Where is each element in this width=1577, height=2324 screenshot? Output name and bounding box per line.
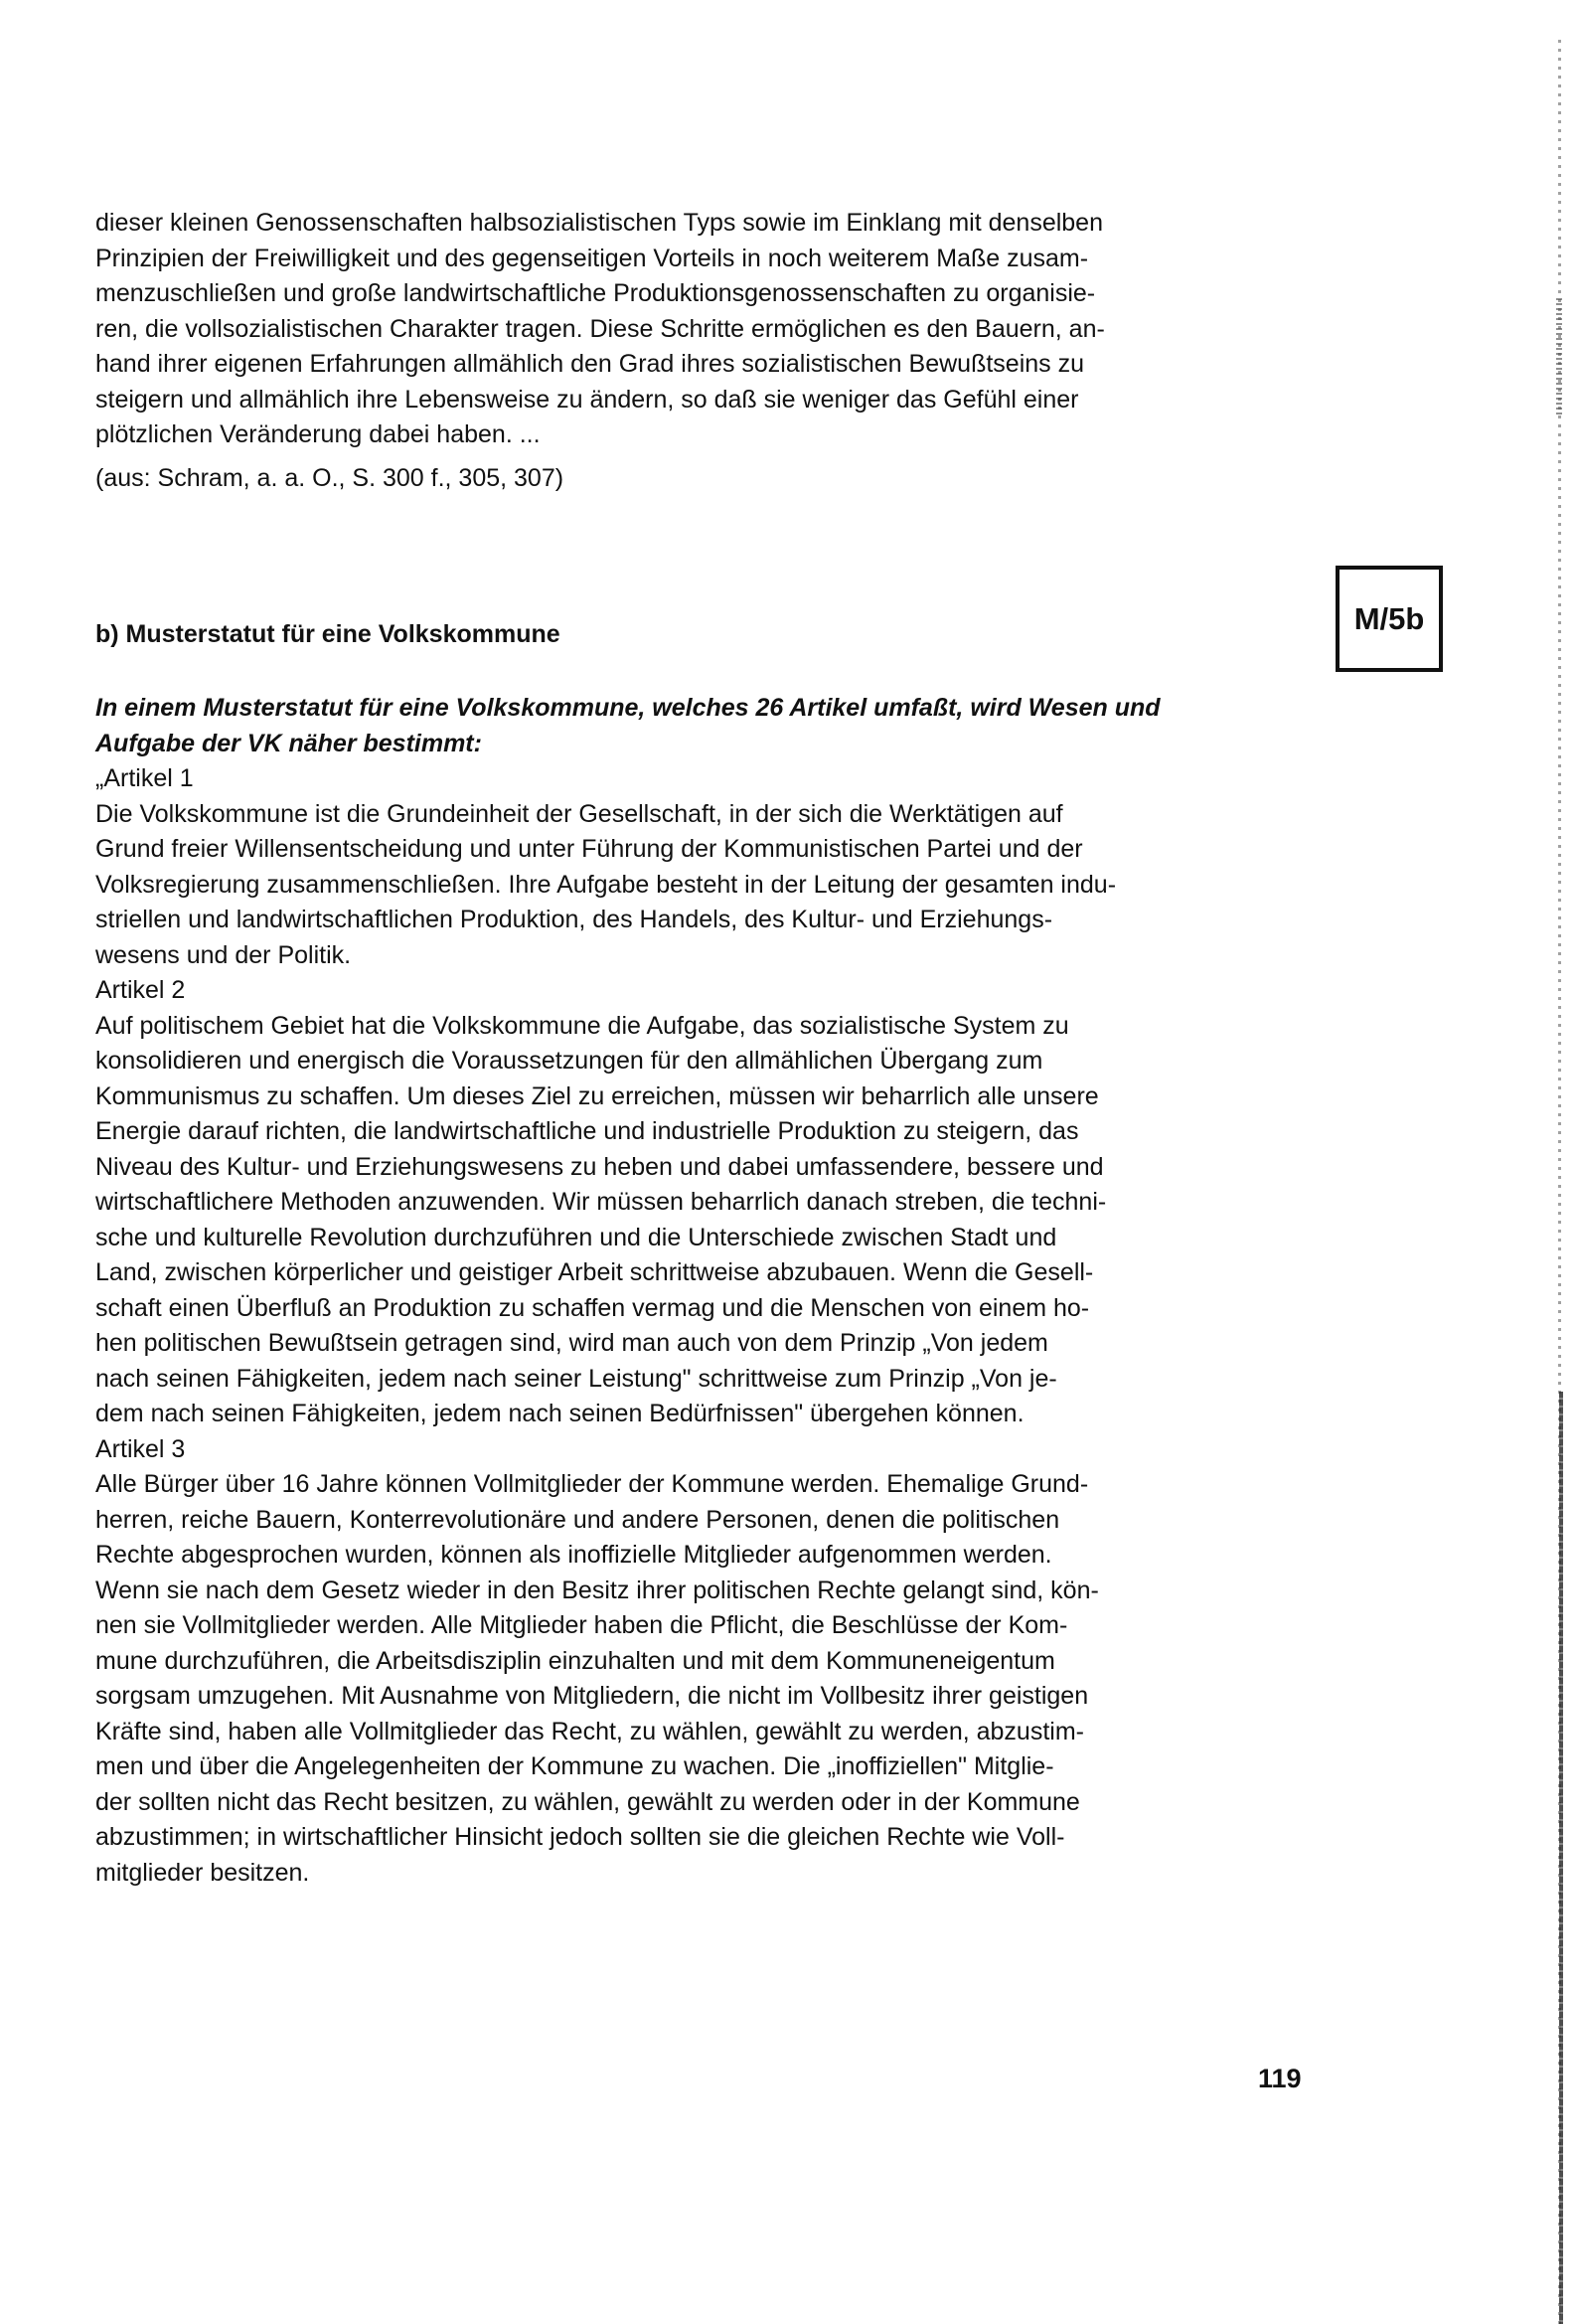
article-line: mune durchzuführen, die Arbeitsdisziplin einzuhalten und mit dem Kommuneneigentum	[95, 1646, 1055, 1675]
scan-edge-mark	[1556, 298, 1562, 417]
article-line: abzustimmen; in wirtschaftlicher Hinsicht jedoch sollten sie die gleichen Rechte wie Voll-	[95, 1823, 1065, 1851]
article-line: mitglieder besitzen.	[95, 1858, 310, 1887]
article-line: nen sie Vollmitglieder werden. Alle Mitglieder haben die Pflicht, die Beschlüsse der Kom-	[95, 1611, 1068, 1639]
intro-paragraph	[95, 206, 1288, 496]
article-line: Wenn sie nach dem Gesetz wieder in den Besitz ihrer politischen Rechte gelangt sind, kön-	[95, 1576, 1099, 1604]
article-line: Energie darauf richten, die landwirtschaftliche und industrielle Produktion zu steigern, das	[95, 1117, 1079, 1145]
text-line: dieser kleinen Genossenschaften halbsozialistischen Typs sowie im Einklang mit denselben	[95, 209, 1103, 237]
article-line: wesens und der Politik.	[95, 940, 352, 969]
italic-intro-line: In einem Musterstatut für eine Volkskommune, welches 26 Artikel umfaßt, wird Wesen und	[95, 694, 1161, 722]
article-line: sorgsam umzugehen. Mit Ausnahme von Mitgliedern, die nicht im Vollbesitz ihrer geistigen	[95, 1682, 1089, 1710]
article-line: schaft einen Überfluß an Produktion zu schaffen vermag und die Menschen von einem ho-	[95, 1293, 1090, 1322]
article-line: sche und kulturelle Revolution durchzuführen und die Unterschiede zwischen Stadt und	[95, 1223, 1057, 1251]
text-line: menzuschließen und große landwirtschaftliche Produktionsgenossenschaften zu organisie-	[95, 279, 1096, 307]
article-line: Kräfte sind, haben alle Vollmitglieder das Recht, zu wählen, gewählt zu werden, abzustim-	[95, 1717, 1084, 1745]
article-line: Kommunismus zu schaffen. Um dieses Ziel zu erreichen, müssen wir beharrlich alle unsere	[95, 1081, 1099, 1110]
article-line: Rechte abgesprochen wurden, können als inoffizielle Mitglieder aufgenommen werden.	[95, 1541, 1052, 1569]
text-line: Prinzipien der Freiwilligkeit und des gegenseitigen Vorteils in noch weiterem Maße zusam-	[95, 244, 1089, 272]
article-title: Artikel 2	[95, 976, 186, 1004]
article-line: konsolidieren und energisch die Voraussetzungen für den allmählichen Übergang zum	[95, 1047, 1043, 1075]
article-line: men und über die Angelegenheiten der Kommune zu wachen. Die „inoffiziellen" Mitglie-	[95, 1752, 1054, 1780]
article-line: herren, reiche Bauern, Konterrevolutionäre und andere Personen, denen die politischen	[95, 1505, 1060, 1534]
article-line: striellen und landwirtschaftlichen Produktion, des Handels, des Kultur- und Erziehungs-	[95, 906, 1053, 933]
article-title: „Artikel 1	[95, 764, 194, 792]
section-heading: b) Musterstatut für eine Volkskommune	[95, 620, 560, 648]
article-line: Volksregierung zusammenschließen. Ihre Aufgabe besteht in der Leitung der gesamten indu-	[95, 870, 1117, 899]
section-tag: M/5b	[1336, 566, 1443, 672]
article-line: Grund freier Willensentscheidung und unter Führung der Kommunistischen Partei und der	[95, 835, 1083, 863]
article-line: Alle Bürger über 16 Jahre können Vollmitglieder der Kommune werden. Ehemalige Grund-	[95, 1470, 1089, 1498]
article-line: hen politischen Bewußtsein getragen sind, wird man auch von dem Prinzip „Von jedem	[95, 1329, 1048, 1357]
article-line: nach seinen Fähigkeiten, jedem nach seiner Leistung" schrittweise zum Prinzip „Von je-	[95, 1364, 1057, 1393]
statute-body	[95, 691, 1288, 1891]
article-line: Die Volkskommune ist die Grundeinheit der Gesellschaft, in der sich die Werktätigen auf	[95, 799, 1063, 828]
section-heading-block	[95, 617, 1288, 652]
article-line: Auf politischem Gebiet hat die Volkskommune die Aufgabe, das sozialistische System zu	[95, 1011, 1069, 1040]
article-line: Niveau des Kultur- und Erziehungswesens zu heben und dabei umfassendere, bessere und	[95, 1152, 1104, 1181]
italic-intro-line: Aufgabe der VK näher bestimmt:	[95, 729, 482, 757]
article-line: wirtschaftlichere Methoden anzuwenden. Wir müssen beharrlich danach streben, die techni-	[95, 1188, 1107, 1216]
scan-edge-mark	[1559, 1392, 1563, 2324]
text-line: plötzlichen Veränderung dabei haben. ...	[95, 420, 541, 448]
text-line: steigern und allmählich ihre Lebensweise zu ändern, so daß sie weniger das Gefühl einer	[95, 385, 1079, 414]
page-number: 119	[1258, 2064, 1302, 2093]
source-citation: (aus: Schram, a. a. O., S. 300 f., 305, 307)	[95, 463, 564, 492]
article-line: dem nach seinen Fähigkeiten, jedem nach seinen Bedürfnissen" übergehen können.	[95, 1400, 1025, 1427]
text-line: ren, die vollsozialistischen Charakter tragen. Diese Schritte ermöglichen es den Bauern, an-	[95, 314, 1105, 343]
article-line: Land, zwischen körperlicher und geistiger Arbeit schrittweise abzubauen. Wenn die Gesell-	[95, 1258, 1094, 1286]
article-line: der sollten nicht das Recht besitzen, zu wählen, gewählt zu werden oder in der Kommune	[95, 1787, 1080, 1816]
article-title: Artikel 3	[95, 1434, 186, 1463]
text-line: hand ihrer eigenen Erfahrungen allmählich den Grad ihres sozialistischen Bewußtseins zu	[95, 350, 1084, 378]
